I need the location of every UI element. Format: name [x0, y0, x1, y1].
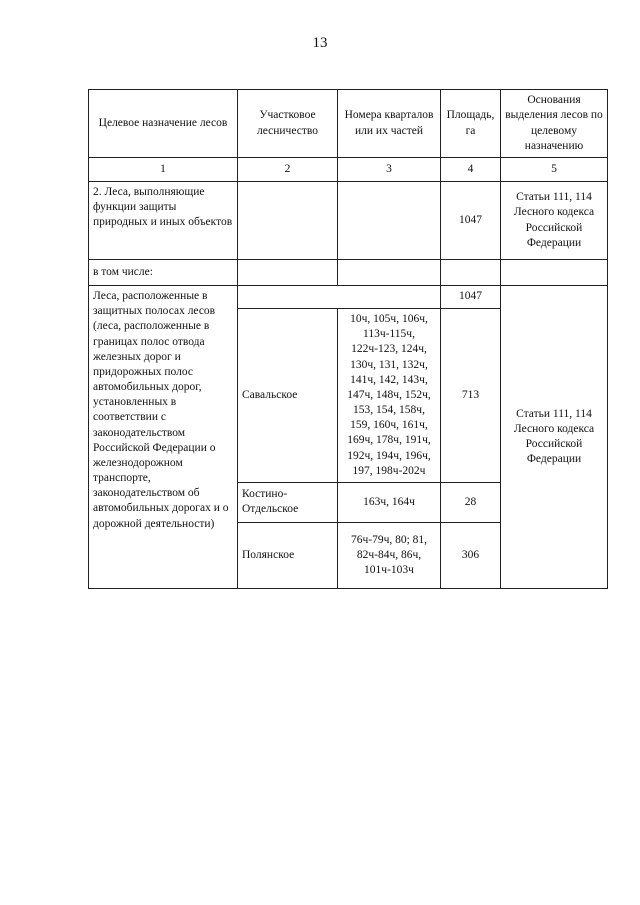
empty-cell	[238, 286, 441, 309]
empty-cell	[441, 260, 501, 286]
column-number: 2	[238, 158, 338, 182]
subgroup-purpose: Леса, расположенные в защитных полосах лесов (леса, расположенные в границах полос отвода железных дорог и придорожных полос автомобильных дорог, установленных в соответствии с законодательством Российской Федерации о железнодорожном транспорте, законодательством об автомобильных дорогах и о дорожной деятельности)	[89, 286, 238, 589]
empty-cell	[338, 182, 441, 260]
column-number: 4	[441, 158, 501, 182]
area-value: 306	[441, 522, 501, 588]
including-label: в том числе:	[89, 260, 238, 286]
forestry-name: Савальское	[238, 309, 338, 483]
area-value: 713	[441, 309, 501, 483]
quarter-numbers: 76ч-79ч, 80; 81, 82ч-84ч, 86ч, 101ч-103ч	[338, 522, 441, 588]
empty-cell	[238, 260, 338, 286]
including-row	[89, 260, 608, 286]
subgroup-basis: Статьи 111, 114 Лесного кодекса Российской Федерации	[501, 286, 608, 589]
forest-purpose-table	[88, 89, 608, 589]
empty-cell	[238, 182, 338, 260]
header-basis: Основания выделения лесов по целевому назначению	[501, 90, 608, 158]
section-basis: Статьи 111, 114 Лесного кодекса Российской Федерации	[501, 182, 608, 260]
table-header-row	[89, 90, 608, 158]
empty-cell	[338, 260, 441, 286]
header-area: Площадь, га	[441, 90, 501, 158]
column-number: 5	[501, 158, 608, 182]
empty-cell	[501, 260, 608, 286]
column-number: 3	[338, 158, 441, 182]
header-forestry: Участковое лесничество	[238, 90, 338, 158]
section-row	[89, 182, 608, 260]
column-number: 1	[89, 158, 238, 182]
page-number: 13	[312, 35, 328, 51]
section-purpose: 2. Леса, выполняющие функции защиты природных и иных объектов	[89, 182, 238, 260]
subgroup-total-row	[89, 286, 608, 309]
forestry-name: Полянское	[238, 522, 338, 588]
subgroup-total-area: 1047	[441, 286, 501, 309]
section-area: 1047	[441, 182, 501, 260]
column-number-row	[89, 158, 608, 182]
header-quarters: Номера кварталов или их частей	[338, 90, 441, 158]
quarter-numbers: 163ч, 164ч	[338, 482, 441, 522]
area-value: 28	[441, 482, 501, 522]
header-purpose: Целевое назначение лесов	[89, 90, 238, 158]
forestry-name: Костино-Отдельское	[238, 482, 338, 522]
quarter-numbers: 10ч, 105ч, 106ч, 113ч-115ч, 122ч-123, 124ч, 130ч, 131, 132ч, 141ч, 142, 143ч, 147ч, 148ч, 152ч, 153, 154, 158ч, 159, 160ч, 161ч, 169ч, 178ч, 191ч, 192ч, 194ч, 196ч, 197, 198ч-202ч	[338, 309, 441, 483]
